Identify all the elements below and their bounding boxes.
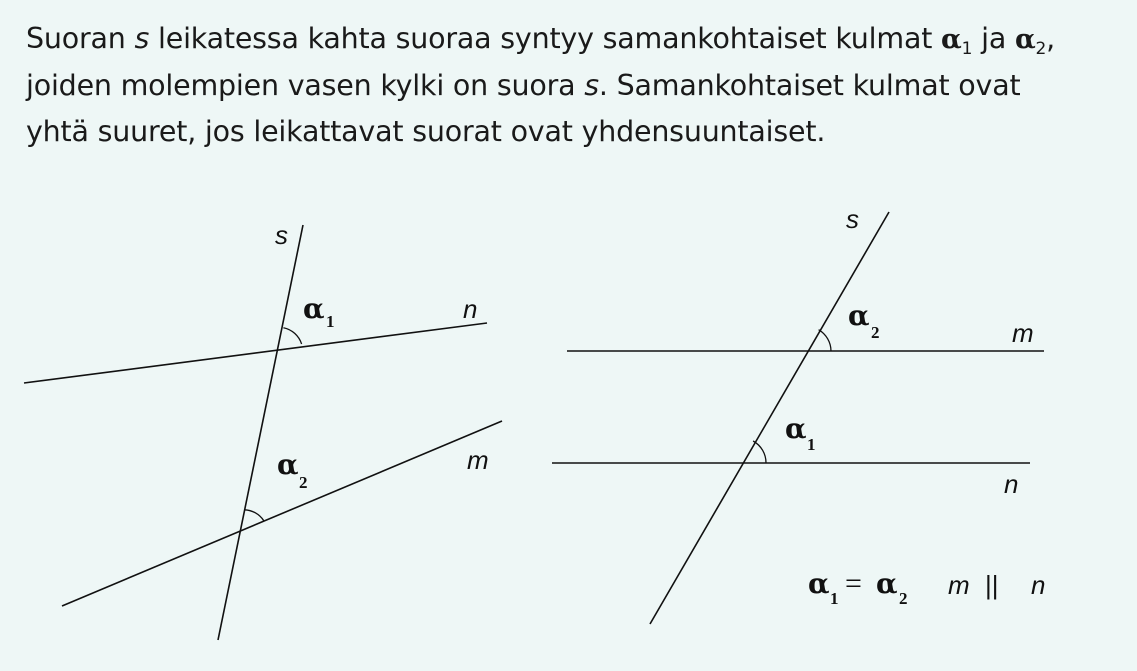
right-transversal-s (650, 212, 889, 624)
intro-text-1: Suoran (26, 22, 135, 55)
intro-sub-1: 1 (961, 39, 973, 59)
equation-alpha1-subscript: 1 (830, 589, 839, 608)
right-alpha2-subscript: 2 (871, 323, 880, 342)
parallel-symbol: || (985, 570, 999, 600)
right-label-m: m (1012, 318, 1034, 348)
left-angle-arc-alpha1 (283, 328, 301, 344)
left-alpha2-symbol: α (277, 448, 299, 481)
intro-alpha-1: α (941, 24, 962, 55)
left-label-s: s (275, 220, 288, 250)
left-label-m: m (467, 445, 489, 475)
left-figure (24, 220, 502, 640)
equation-equals-sign: = (845, 567, 862, 600)
right-label-s: s (846, 204, 859, 234)
left-line-n (24, 323, 487, 383)
right-alpha1-subscript: 1 (807, 435, 816, 454)
parallel-n-label: n (1031, 570, 1046, 600)
left-angle-arc-alpha2 (244, 510, 263, 521)
equation-alpha1-symbol: α (808, 567, 830, 600)
right-alpha2-symbol: α (848, 299, 870, 332)
intro-text-2: leikatessa kahta suoraa syntyy samankohtaiset kulmat (149, 22, 942, 55)
equation-alpha2-symbol: α (876, 567, 898, 600)
left-label-n: n (463, 294, 478, 324)
left-alpha1-subscript: 1 (326, 312, 335, 331)
intro-text-4: , (1046, 22, 1056, 55)
left-alpha2-subscript: 2 (299, 473, 308, 492)
intro-text-5: joiden molempien vasen kylki on suora (26, 69, 585, 102)
right-angle-arc-alpha2 (819, 330, 831, 351)
intro-var-s-2: s (584, 69, 599, 102)
left-alpha1-symbol: α (303, 292, 325, 325)
intro-text-6: . Samankohtaiset kulmat ovat (598, 69, 1021, 102)
intro-text-7: yhtä suuret, jos leikattavat suorat ovat yhdensuuntaiset. (26, 115, 826, 148)
intro-var-s: s (134, 22, 150, 55)
parallel-m-label: m (948, 570, 970, 600)
equation-alpha2-subscript: 2 (899, 589, 908, 608)
intro-alpha-2: α (1014, 24, 1036, 55)
right-alpha1-symbol: α (785, 412, 807, 445)
left-transversal-s (218, 225, 303, 640)
intro-text-3: ja (972, 22, 1015, 55)
right-figure (552, 204, 1045, 624)
intro-sub-2: 2 (1035, 39, 1047, 59)
right-label-n: n (1004, 469, 1019, 499)
